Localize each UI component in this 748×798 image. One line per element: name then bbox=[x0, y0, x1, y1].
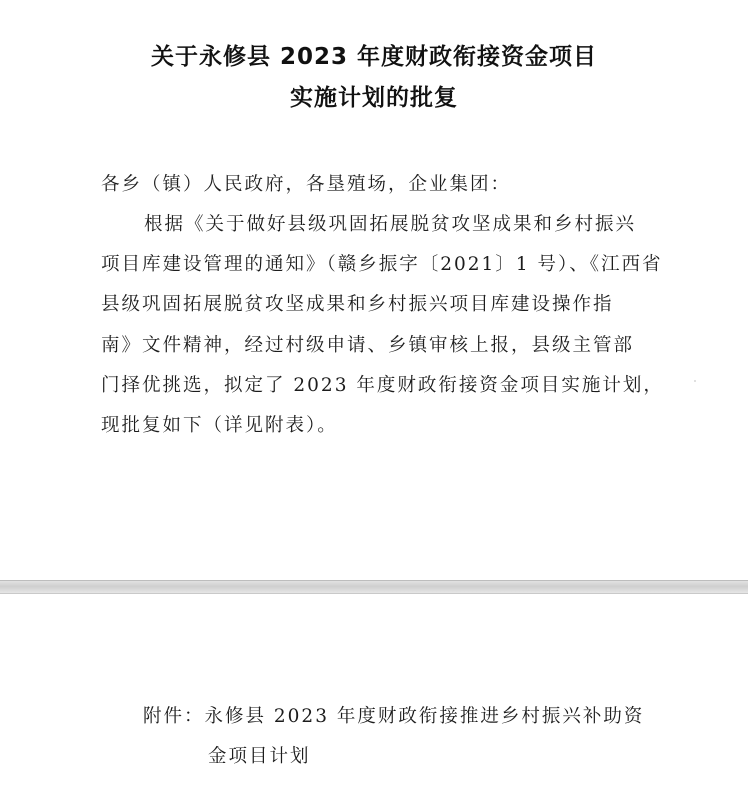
scan-speck bbox=[694, 380, 696, 382]
document-title-line-1: 关于永修县 2023 年度财政衔接资金项目 bbox=[150, 44, 598, 70]
document-page-2 bbox=[0, 594, 748, 798]
attachment-line-1: 附件：永修县 2023 年度财政衔接推进乡村振兴补助资 bbox=[143, 706, 645, 727]
salutation: 各乡（镇）人民政府，各垦殖场，企业集团： bbox=[101, 174, 512, 195]
body-line-6: 现批复如下（详见附表）。 bbox=[101, 415, 338, 436]
body-line-3: 县级巩固拓展脱贫攻坚成果和乡村振兴项目库建设操作指 bbox=[101, 294, 614, 315]
body-line-5: 门择优挑选，拟定了 2023 年度财政衔接资金项目实施计划， bbox=[101, 375, 664, 396]
attachment-line-2: 金项目计划 bbox=[208, 746, 311, 767]
body-line-4: 南》文件精神，经过村级申请、乡镇审核上报，县级主管部 bbox=[101, 335, 635, 356]
body-line-2: 项目库建设管理的通知》（赣乡振字〔2021〕1 号）、《江西省 bbox=[101, 254, 663, 275]
document-title-line-2: 实施计划的批复 bbox=[290, 85, 458, 111]
page-separator bbox=[0, 580, 748, 594]
body-line-1: 根据《关于做好县级巩固拓展脱贫攻坚成果和乡村振兴 bbox=[144, 214, 637, 235]
